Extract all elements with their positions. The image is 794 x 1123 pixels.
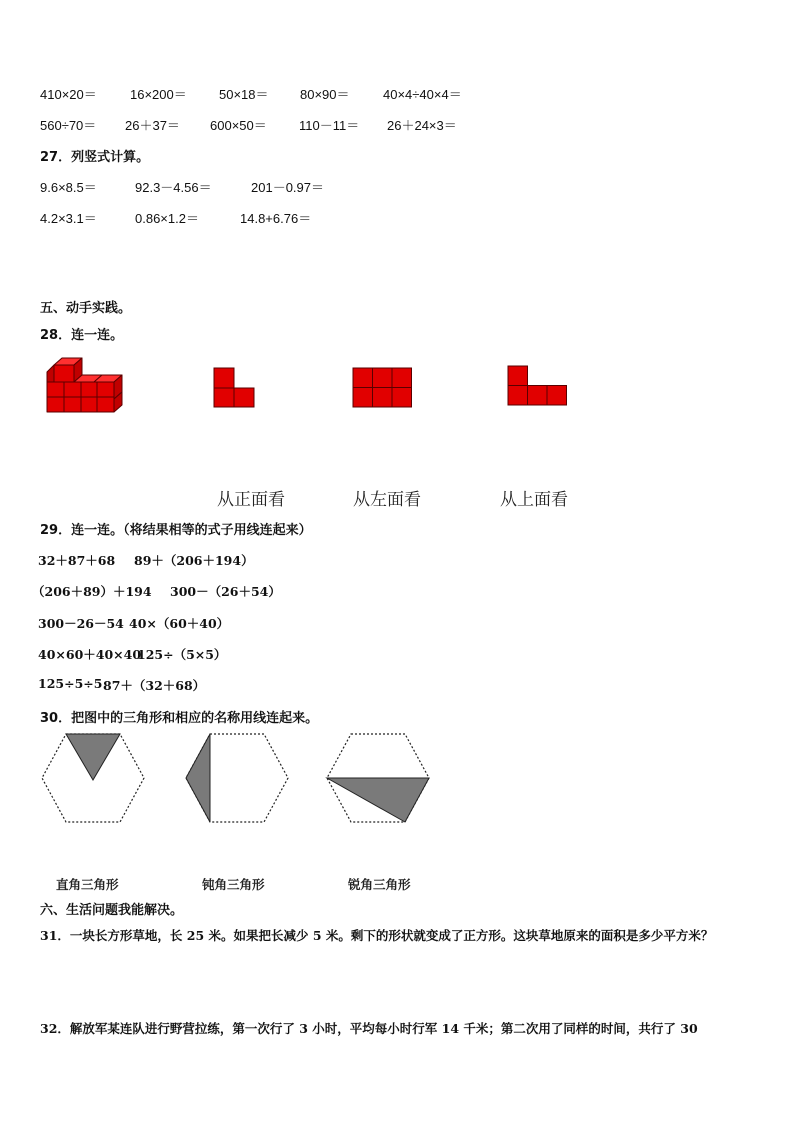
hexagon-figure-2 [184,732,290,824]
expr-left: 32＋87＋68 [38,553,116,568]
q32-text: 32．解放军某连队进行野营拉练，第一次行了 3 小时，平均每小时行军 14 千米；第二次用了同样的时间，共行了 30 [40,1021,698,1036]
expr-right: 87＋（32＋68） [103,678,206,693]
view-label-front: 从正面看 [217,490,285,510]
calc-item: 40×4÷40×4＝ [383,87,462,102]
q27-title: 27．列竖式计算。 [40,150,150,165]
q31-text: 31．一块长方形草地，长 25 米。如果把长减少 5 米。剩下的形状就变成了正方形。这块草地原来的面积是多少平方米？ [40,928,714,943]
expr-right: 40×（60＋40） [129,616,230,631]
calc-item: 16×200＝ [130,87,187,102]
view-shape-l [213,367,255,409]
calc-item: 600×50＝ [210,118,267,133]
calc-item: 14.8+6.76＝ [240,211,312,226]
calc-item: 0.86×1.2＝ [135,211,199,226]
expr-right: 300－（26＋54） [170,584,281,599]
cube-stack-3d [44,355,126,415]
triangle-name-right: 直角三角形 [56,877,119,892]
shaded-triangle [66,734,120,780]
view-shape-step [507,365,568,407]
view-label-left: 从左面看 [353,490,421,510]
triangle-name-acute: 锐角三角形 [348,877,411,892]
calc-item: 110－11＝ [299,118,360,133]
view-label-top: 从上面看 [500,490,568,510]
expr-left: 300－26－54 [38,616,124,631]
shaded-triangle [327,778,429,822]
calc-item: 26＋24×3＝ [387,118,457,133]
calc-item: 410×20＝ [40,87,97,102]
section-6-title: 六、生活问题我能解决。 [40,903,184,918]
calc-item: 560÷70＝ [40,118,97,133]
q30-title: 30．把图中的三角形和相应的名称用线连起来。 [40,711,319,726]
expr-left: （206＋89）＋194 [32,584,152,599]
calc-item: 26＋37＝ [125,118,180,133]
triangle-name-obtuse: 钝角三角形 [202,877,265,892]
q28-title: 28．连一连。 [40,328,124,343]
expr-left: 40×60＋40×40 [38,647,142,662]
expr-left: 125÷5÷5 [38,676,103,691]
calc-item: 92.3－4.56＝ [135,180,212,195]
expr-right: 125÷（5×5） [137,647,227,662]
calc-item: 4.2×3.1＝ [40,211,97,226]
hexagon-figure-3 [325,732,431,824]
hexagon-figure-1 [40,732,146,824]
calc-item: 80×90＝ [300,87,350,102]
calc-item: 9.6×8.5＝ [40,180,97,195]
calc-item: 50×18＝ [219,87,269,102]
calc-item: 201－0.97＝ [251,180,324,195]
shaded-triangle [186,734,210,822]
section-5-title: 五、动手实践。 [40,301,132,316]
q29-title: 29．连一连。（将结果相等的式子用线连起来） [40,523,312,538]
view-shape-2x3 [352,367,413,409]
expr-right: 89＋（206＋194） [134,553,254,568]
